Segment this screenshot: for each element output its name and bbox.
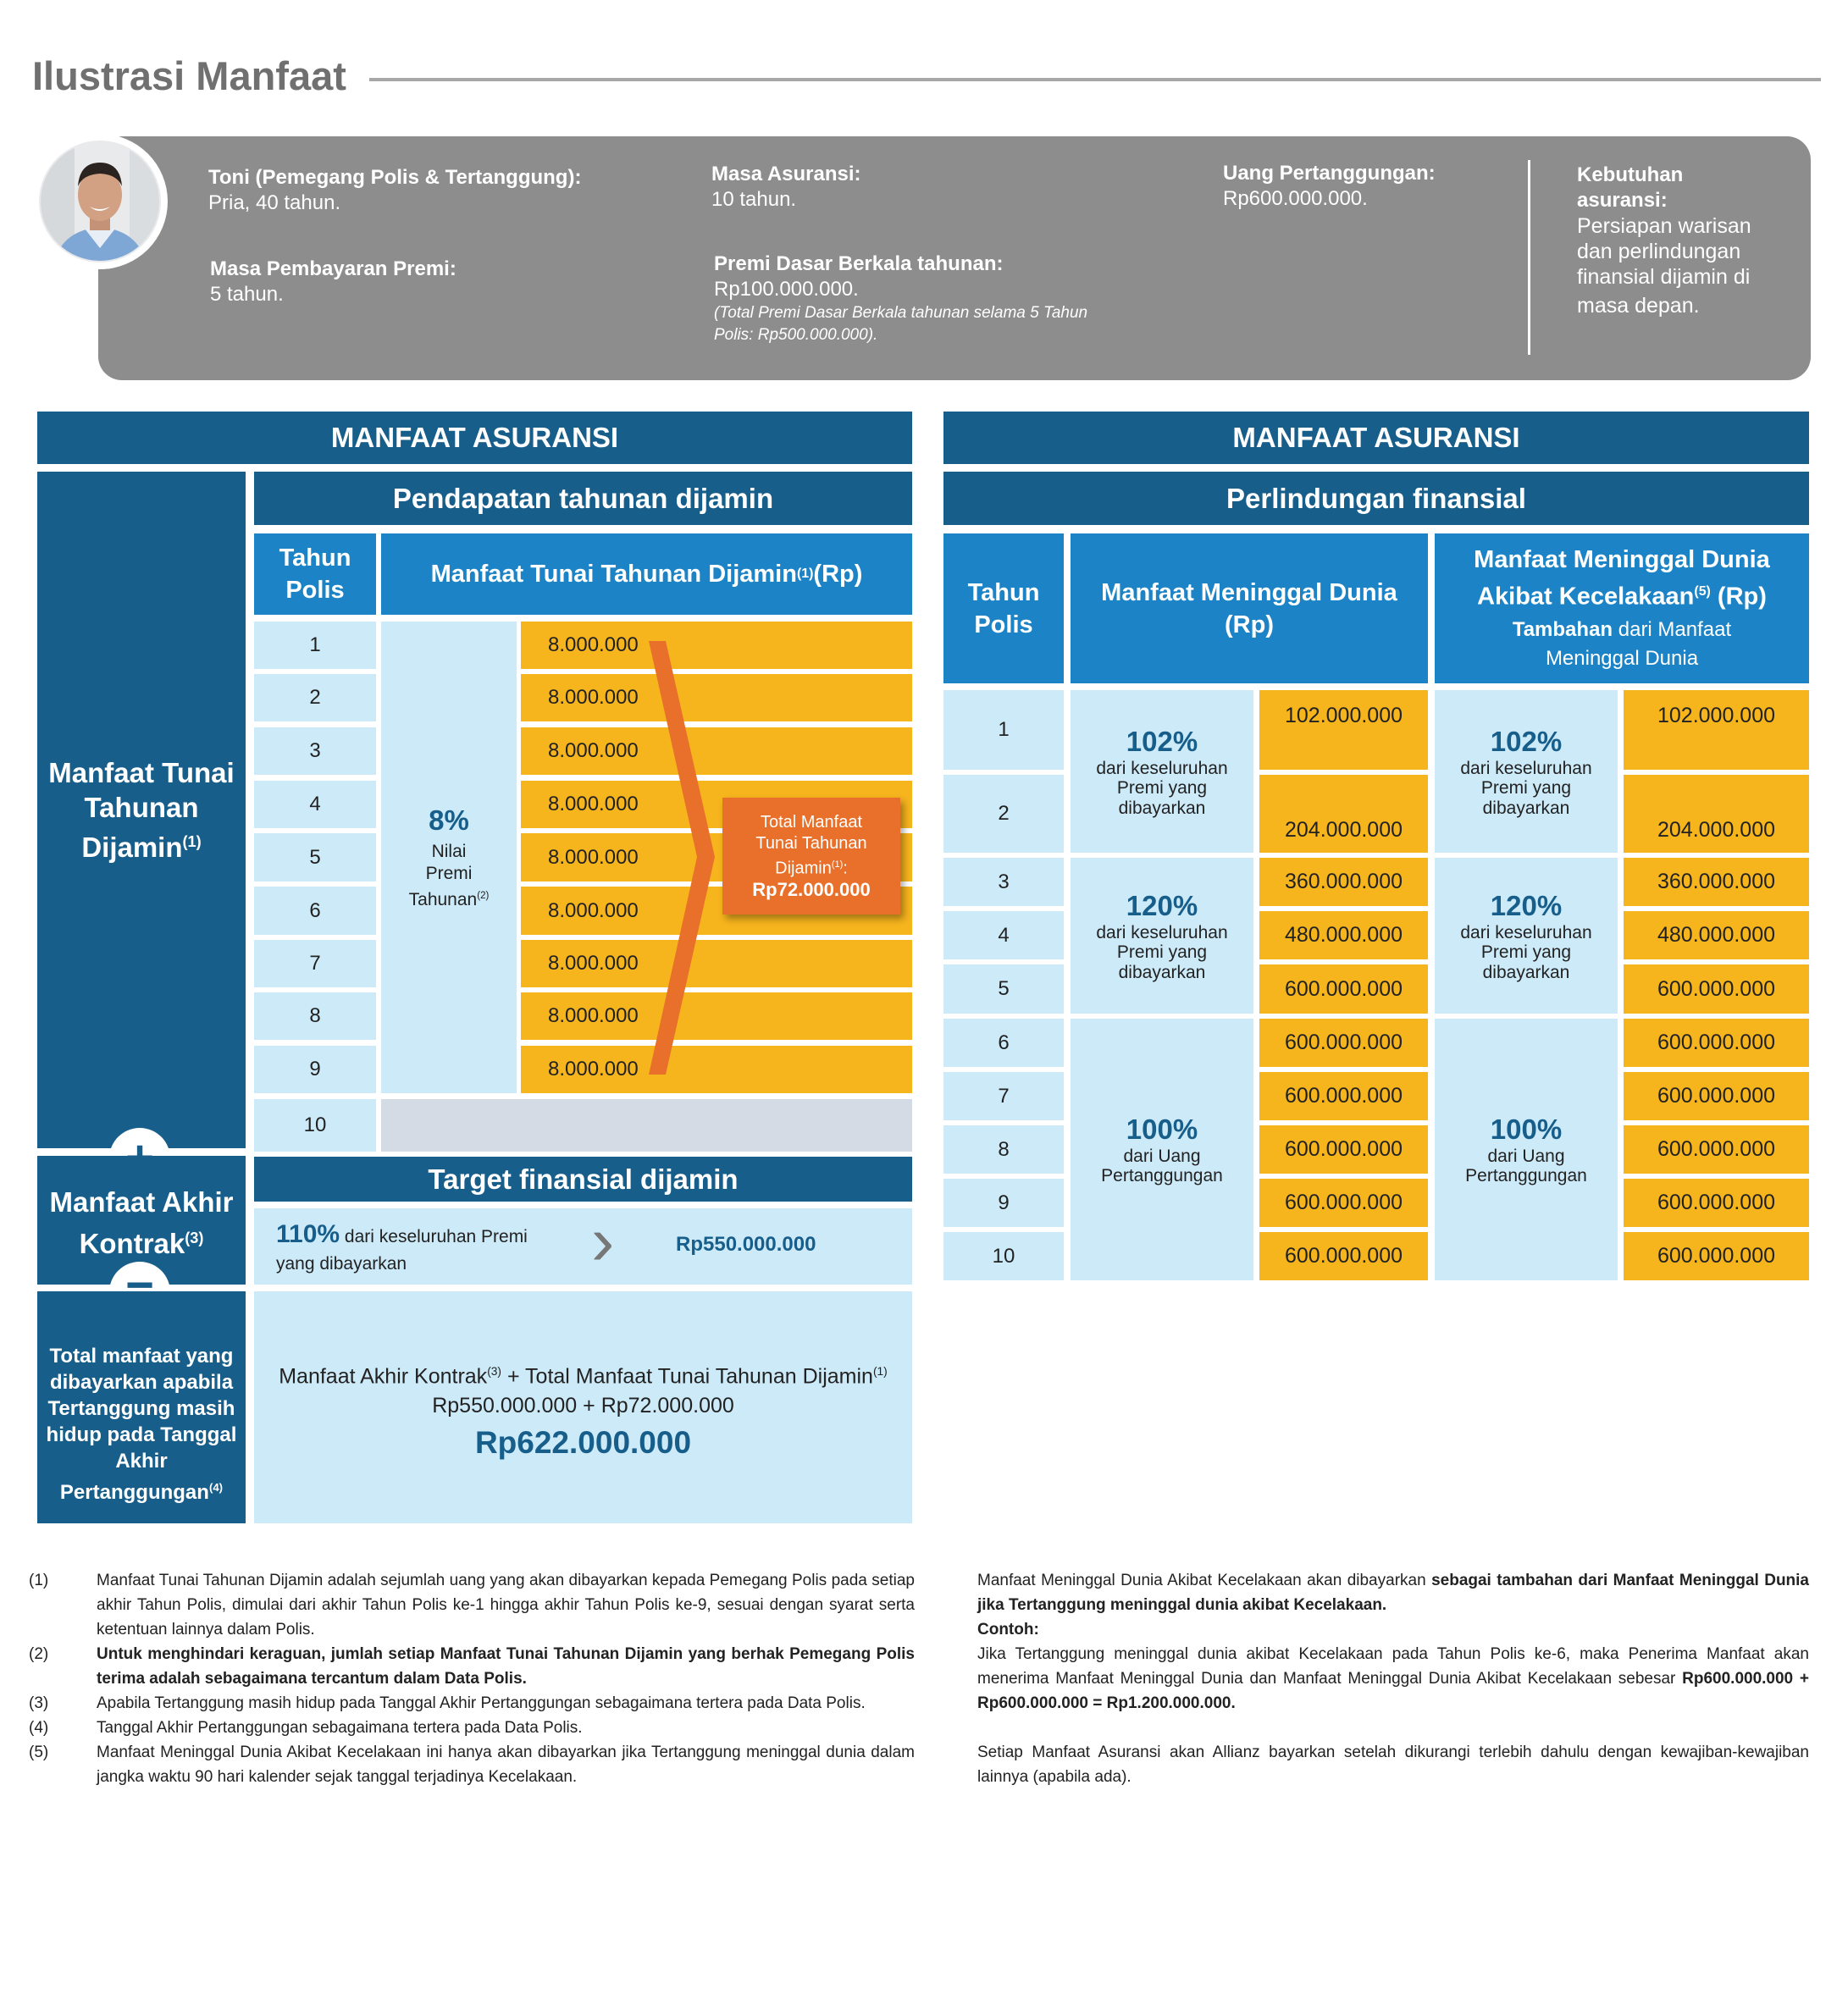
pct-line: dari Uang bbox=[1123, 1146, 1201, 1166]
acc-value-cell: 600.000.000 bbox=[1624, 1232, 1809, 1280]
footnote-item bbox=[29, 1691, 915, 1716]
footnotes bbox=[29, 1568, 915, 1789]
right-col-acc-2: Akibat Kecelakaan bbox=[1477, 583, 1695, 611]
footnote-num: (2) bbox=[29, 1645, 49, 1663]
footnote-text: Manfaat Meninggal Dunia Akibat Kecelakaan ini hanya akan dibayarkan jika Tertanggung meninggal dunia dalam jangka waktu 90 hari kalender sejak tanggal terjadinya Kecelakaan. bbox=[97, 1744, 915, 1786]
death-pct-block bbox=[1071, 1019, 1253, 1280]
title-rule bbox=[369, 78, 1821, 81]
pct-line: dari keseluruhan bbox=[1096, 922, 1228, 942]
pct-line: Pertanggungan bbox=[1465, 1166, 1587, 1186]
acc-value-cell: 600.000.000 bbox=[1624, 964, 1809, 1014]
rate-text-3-wrap bbox=[409, 885, 490, 911]
formula-b-sup: (1) bbox=[872, 1365, 888, 1379]
death-value-cell: 600.000.000 bbox=[1259, 1125, 1428, 1174]
right-col-acc bbox=[1435, 533, 1809, 683]
target-value: Rp550.000.000 bbox=[676, 1233, 816, 1256]
need-value-2: dan perlindungan bbox=[1577, 240, 1741, 263]
pct-line: dibayarkan bbox=[1118, 798, 1206, 818]
formula-line1 bbox=[279, 1357, 888, 1390]
rate-cell bbox=[381, 622, 517, 1093]
total-label-6-wrap bbox=[60, 1474, 223, 1506]
left-year-cell: 9 bbox=[254, 1046, 376, 1093]
left-sub-header: Pendapatan tahunan dijamin bbox=[254, 472, 912, 525]
footnote-item bbox=[29, 1568, 915, 1642]
total-formula-cell bbox=[254, 1291, 912, 1523]
left-value-cell: 8.000.000 bbox=[521, 674, 912, 721]
need-value-1: Persiapan warisan bbox=[1577, 214, 1751, 238]
right-sub-header: Perlindungan finansial bbox=[943, 472, 1809, 525]
death-pct-block bbox=[1071, 858, 1253, 1014]
pay-period-label: Masa Pembayaran Premi: bbox=[210, 257, 456, 280]
person-value: Pria, 40 tahun. bbox=[208, 191, 341, 214]
left-side-label bbox=[37, 472, 246, 1148]
avatar bbox=[32, 134, 168, 269]
pct-big: 102% bbox=[1126, 725, 1198, 757]
right-header: MANFAAT ASURANSI bbox=[943, 412, 1809, 464]
pct-big: 120% bbox=[1490, 889, 1563, 921]
acc-value-cell: 600.000.000 bbox=[1624, 1179, 1809, 1227]
sum-label: Uang Pertanggungan: bbox=[1223, 162, 1436, 185]
page-title: Ilustrasi Manfaat bbox=[32, 53, 346, 98]
maturity-label-2-wrap bbox=[80, 1220, 204, 1262]
right-year-cell: 5 bbox=[943, 964, 1064, 1014]
left-col-benefit-unit: (Rp) bbox=[813, 560, 863, 588]
total-label-2: dibayarkan apabila bbox=[49, 1371, 234, 1394]
total-box-colon: : bbox=[843, 859, 848, 878]
footnote-num: (4) bbox=[29, 1719, 49, 1737]
acc-value-cell: 102.000.000 bbox=[1624, 690, 1809, 770]
right-col-acc-unit: (Rp) bbox=[1710, 583, 1767, 611]
death-value-cell: 600.000.000 bbox=[1259, 1232, 1428, 1280]
need-label-2: asuransi: bbox=[1577, 189, 1668, 212]
total-box-1: Total Manfaat bbox=[760, 812, 863, 832]
death-value-cell: 600.000.000 bbox=[1259, 964, 1428, 1014]
left-header: MANFAAT ASURANSI bbox=[37, 412, 912, 464]
acc-pct-block bbox=[1435, 1019, 1618, 1280]
acc-value-cell: 600.000.000 bbox=[1624, 1019, 1809, 1067]
total-box-2: Tunai Tahunan bbox=[755, 833, 867, 853]
total-box-3-wrap bbox=[775, 854, 848, 880]
rate-text-1: Nilai bbox=[431, 841, 467, 861]
note-p1 bbox=[977, 1568, 1809, 1617]
right-col-year-1: Tahun bbox=[967, 578, 1040, 606]
right-col-death bbox=[1071, 533, 1428, 683]
target-text-1: dari keseluruhan Premi bbox=[340, 1227, 528, 1246]
premium-note-line2: Polis: Rp500.000.000). bbox=[714, 326, 878, 344]
right-col-year-2: Polis bbox=[974, 611, 1033, 638]
right-col-acc-note-bold: Tambahan bbox=[1512, 618, 1613, 642]
note-example-calc: Rp600.000.000 + Rp600.000.000 = Rp1.200.000.000. bbox=[977, 1670, 1809, 1712]
total-annual-box bbox=[722, 798, 900, 915]
left-year-cell: 4 bbox=[254, 781, 376, 828]
need-block bbox=[1577, 163, 1751, 318]
pct-big: 120% bbox=[1126, 889, 1198, 921]
right-year-cell: 8 bbox=[943, 1125, 1064, 1174]
term-label: Masa Asuransi: bbox=[711, 163, 861, 185]
side-label-sup: (1) bbox=[182, 833, 202, 850]
left-year-cell: 1 bbox=[254, 622, 376, 669]
death-value-cell: 600.000.000 bbox=[1259, 1019, 1428, 1067]
need-value-4: masa depan. bbox=[1577, 294, 1700, 318]
left-value-cell: 8.000.000 bbox=[521, 622, 912, 669]
pct-big: 102% bbox=[1490, 725, 1563, 757]
total-label-3: Tertanggung masih bbox=[47, 1397, 235, 1420]
left-value-cell: 8.000.000 bbox=[521, 1046, 912, 1093]
left-value-cell: 8.000.000 bbox=[521, 940, 912, 987]
left-year-cell: 7 bbox=[254, 940, 376, 987]
left-col-year-1: Tahun bbox=[279, 544, 351, 572]
note-example-label: Contoh: bbox=[977, 1621, 1039, 1639]
acc-pct-block bbox=[1435, 858, 1618, 1014]
premium-note-line1: (Total Premi Dasar Berkala tahunan selama 5 Tahun bbox=[714, 304, 1088, 322]
rate-pct: 8% bbox=[429, 804, 469, 837]
rate-sup: (2) bbox=[477, 890, 490, 901]
chevron-arrow-icon bbox=[644, 639, 720, 1080]
left-col-year bbox=[254, 533, 376, 615]
left-value-cell: 8.000.000 bbox=[521, 781, 912, 828]
left-year-cell: 8 bbox=[254, 992, 376, 1040]
person-avatar-icon bbox=[32, 134, 168, 269]
maturity-label-2: Kontrak bbox=[79, 1227, 185, 1259]
side-label-2: Tahunan bbox=[84, 792, 199, 823]
pct-line: Pertanggungan bbox=[1101, 1166, 1223, 1186]
formula-a-sup: (3) bbox=[487, 1365, 501, 1379]
left-value-cell: 8.000.000 bbox=[521, 727, 912, 775]
left-year-cell: 10 bbox=[254, 1099, 376, 1152]
maturity-sup: (3) bbox=[185, 1229, 204, 1246]
right-year-cell: 2 bbox=[943, 775, 1064, 853]
right-col-acc-note-wrap bbox=[1513, 616, 1731, 644]
target-header: Target finansial dijamin bbox=[254, 1157, 912, 1202]
acc-value-cell: 204.000.000 bbox=[1624, 775, 1809, 853]
total-label-5: Akhir bbox=[115, 1450, 168, 1473]
left-year-cell: 6 bbox=[254, 887, 376, 935]
left-value-cell: 8.000.000 bbox=[521, 992, 912, 1040]
right-year-cell: 6 bbox=[943, 1019, 1064, 1067]
premium-note bbox=[714, 302, 1087, 346]
acc-value-cell: 600.000.000 bbox=[1624, 1072, 1809, 1120]
premium-value: Rp100.000.000. bbox=[714, 278, 859, 301]
left-year-cell: 3 bbox=[254, 727, 376, 775]
left-year-cell: 5 bbox=[254, 833, 376, 881]
pay-period-value: 5 tahun. bbox=[210, 283, 284, 306]
left-year-cell: 2 bbox=[254, 674, 376, 721]
footnote-item bbox=[29, 1740, 915, 1789]
total-label-sup: (4) bbox=[208, 1481, 224, 1494]
left-col-year-2: Polis bbox=[285, 577, 345, 604]
pct-big: 100% bbox=[1126, 1114, 1198, 1146]
right-year-cell: 7 bbox=[943, 1072, 1064, 1120]
acc-value-cell: 600.000.000 bbox=[1624, 1125, 1809, 1174]
footnote-num: (1) bbox=[29, 1572, 49, 1589]
death-value-cell: 600.000.000 bbox=[1259, 1072, 1428, 1120]
footnote-text: Manfaat Tunai Tahunan Dijamin adalah sejumlah uang yang akan dibayarkan kepada Pemegang Polis pada setiap akhir Tahun Polis, dimulai dari akhir Tahun Polis ke-1 hingga akhir Tahun Polis ke-9, sesuai dengan syarat serta ketentuan lainnya dalam Polis. bbox=[97, 1572, 915, 1639]
need-value-3: finansial dijamin di bbox=[1577, 265, 1751, 289]
note-closing: Setiap Manfaat Asuransi akan Allianz bayarkan setelah dikurangi terlebih dahulu dengan kewajiban-kewajiban lainnya (apabila ada). bbox=[977, 1744, 1809, 1786]
footnote-num: (3) bbox=[29, 1694, 49, 1712]
formula-total: Rp622.000.000 bbox=[474, 1424, 692, 1460]
total-label-1: Total manfaat yang bbox=[49, 1345, 234, 1368]
term-value: 10 tahun. bbox=[711, 188, 797, 211]
pct-line: dari keseluruhan bbox=[1096, 758, 1228, 778]
death-value-cell: 360.000.000 bbox=[1259, 858, 1428, 906]
pct-line: Premi yang bbox=[1116, 778, 1208, 799]
pct-line: dari Uang bbox=[1487, 1146, 1565, 1166]
note-example-text: Jika Tertanggung meninggal dunia akibat Kecelakaan pada Tahun Polis ke-6, maka Penerima Manfaat akan menerima Manfaat Meninggal Dunia dan Manfaat Meninggal Dunia Akibat Kecelakaan sebesar bbox=[977, 1645, 1809, 1688]
right-col-acc-sup: (5) bbox=[1694, 583, 1711, 599]
sum-value: Rp600.000.000. bbox=[1223, 187, 1368, 210]
pct-line: Premi yang bbox=[1480, 778, 1572, 799]
formula-b: + Total Manfaat Tunai Tahunan Dijamin bbox=[501, 1364, 873, 1389]
footnote-item bbox=[29, 1642, 915, 1691]
person-label: Toni (Pemegang Polis & Tertanggung): bbox=[208, 166, 582, 189]
footnote-num: (5) bbox=[29, 1744, 49, 1761]
right-year-cell: 10 bbox=[943, 1232, 1064, 1280]
side-label-1: Manfaat Tunai bbox=[48, 757, 235, 788]
right-col-death-2: (Rp) bbox=[1225, 611, 1274, 638]
left-col-benefit-sup: (1) bbox=[796, 566, 814, 581]
death-value-cell: 600.000.000 bbox=[1259, 1179, 1428, 1227]
pct-line: Premi yang bbox=[1116, 942, 1208, 963]
total-box-value: Rp72.000.000 bbox=[752, 879, 871, 901]
pct-line: dibayarkan bbox=[1482, 962, 1570, 982]
target-row bbox=[254, 1202, 912, 1285]
footnote-text: Apabila Tertanggung masih hidup pada Tanggal Akhir Pertanggungan sebagaimana tertera pada Data Polis. bbox=[97, 1694, 866, 1712]
maturity-label-1: Manfaat Akhir bbox=[49, 1185, 234, 1218]
rate-text-3: Tahunan bbox=[408, 889, 478, 909]
acc-value-cell: 360.000.000 bbox=[1624, 858, 1809, 906]
right-year-cell: 3 bbox=[943, 858, 1064, 906]
right-col-acc-2-wrap bbox=[1477, 576, 1767, 613]
pct-line: dibayarkan bbox=[1482, 798, 1570, 818]
footnote-text: Untuk menghindari keraguan, jumlah setiap Manfaat Tunai Tahunan Dijamin yang berhak Pemegang Polis terima adalah sebagaimana tercantum dalam Data Polis. bbox=[97, 1645, 915, 1688]
left-empty-cell bbox=[381, 1099, 912, 1152]
right-year-cell: 9 bbox=[943, 1179, 1064, 1227]
left-col-benefit-text: Manfaat Tunai Tahunan Dijamin bbox=[430, 560, 797, 588]
target-text-2: yang dibayarkan bbox=[276, 1254, 407, 1274]
formula-a: Manfaat Akhir Kontrak bbox=[279, 1364, 488, 1389]
need-label-1: Kebutuhan bbox=[1577, 163, 1684, 186]
note-p1-a: Manfaat Meninggal Dunia Akibat Kecelakaan akan dibayarkan bbox=[977, 1572, 1432, 1589]
footnote-item bbox=[29, 1716, 915, 1740]
left-value-cell: 8.000.000 bbox=[521, 887, 912, 935]
death-value-cell: 480.000.000 bbox=[1259, 911, 1428, 959]
pct-line: Premi yang bbox=[1480, 942, 1572, 963]
pct-big: 100% bbox=[1490, 1114, 1563, 1146]
target-pct: 110% bbox=[276, 1220, 340, 1248]
death-value-cell: 102.000.000 bbox=[1259, 690, 1428, 770]
acc-value-cell: 480.000.000 bbox=[1624, 911, 1809, 959]
death-pct-block bbox=[1071, 690, 1253, 853]
total-box-sup: (1) bbox=[831, 859, 844, 870]
acc-pct-block bbox=[1435, 690, 1618, 853]
pct-line: dibayarkan bbox=[1118, 962, 1206, 982]
pct-line: dari keseluruhan bbox=[1460, 922, 1592, 942]
death-value-cell: 204.000.000 bbox=[1259, 775, 1428, 853]
right-col-acc-note-2: Meninggal Dunia bbox=[1545, 647, 1699, 671]
total-side-label bbox=[37, 1291, 246, 1523]
premium-label: Premi Dasar Berkala tahunan: bbox=[714, 252, 1004, 275]
right-col-acc-1: Manfaat Meninggal Dunia bbox=[1474, 545, 1770, 573]
profile-divider bbox=[1528, 160, 1530, 355]
left-col-benefit bbox=[381, 533, 912, 615]
right-year-cell: 4 bbox=[943, 911, 1064, 959]
note-p1-b: sebagai tambahan dari Manfaat Meninggal Dunia jika Tertanggung meninggal dunia akibat Kecelakaan. bbox=[977, 1572, 1810, 1614]
right-col-year bbox=[943, 533, 1064, 683]
total-box-3: Dijamin bbox=[775, 859, 832, 878]
note-example bbox=[977, 1642, 1809, 1716]
total-label-6: Pertanggungan bbox=[59, 1481, 209, 1504]
right-col-death-1: Manfaat Meninggal Dunia bbox=[1101, 578, 1397, 606]
pct-line: dari keseluruhan bbox=[1460, 758, 1592, 778]
target-arrow-icon: › bbox=[591, 1202, 615, 1279]
left-value-cell: 8.000.000 bbox=[521, 833, 912, 881]
rate-text-2: Premi bbox=[425, 863, 473, 883]
footnote-text: Tanggal Akhir Pertanggungan sebagaimana tertera pada Data Polis. bbox=[97, 1719, 583, 1737]
total-label-4: hidup pada Tanggal bbox=[46, 1423, 237, 1446]
right-col-acc-note-1: dari Manfaat bbox=[1613, 618, 1732, 642]
formula-line2: Rp550.000.000 + Rp72.000.000 bbox=[432, 1393, 734, 1417]
side-label-3-wrap bbox=[81, 825, 201, 865]
side-label-3: Dijamin bbox=[81, 832, 183, 863]
target-text bbox=[276, 1219, 528, 1279]
notes bbox=[977, 1568, 1809, 1789]
right-year-cell: 1 bbox=[943, 690, 1064, 770]
